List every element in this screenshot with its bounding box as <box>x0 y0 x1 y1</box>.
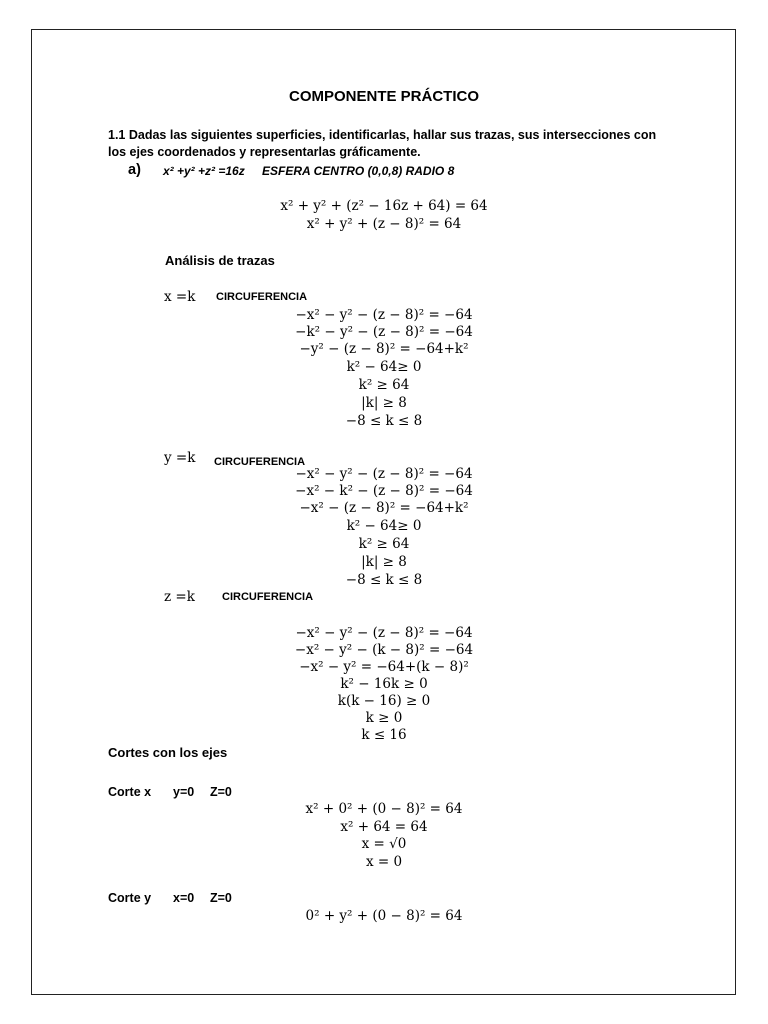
trace-y-equation: −8 ≤ k ≤ 8 <box>345 572 423 588</box>
trace-z-type: CIRCUFERENCIA <box>222 591 314 603</box>
cut-y-condition-x: x=0 <box>173 891 195 905</box>
trace-z-equation: −x² − y² − (k − 8)² = −64 <box>294 642 474 658</box>
trace-y-equation: k² − 64≥ 0 <box>346 518 422 534</box>
trace-x-equation: −x² − y² − (z − 8)² = −64 <box>295 307 473 323</box>
cut-y-label: Corte y <box>108 891 152 905</box>
cuts-heading: Cortes con los ejes <box>108 745 228 760</box>
trace-y-equation: −x² − (z − 8)² = −64+k² <box>299 500 469 516</box>
intro-line-1: 1.1 Dadas las siguientes superficies, identificarlas, hallar sus trazas, sus intersecciones con <box>108 128 657 142</box>
trace-z-equation: k² − 16k ≥ 0 <box>340 676 428 692</box>
intro-line-2: los ejes coordenados y representarlas gráficamente. <box>108 145 421 159</box>
trace-x-equation: |k| ≥ 8 <box>361 395 407 411</box>
trace-z-label: z =k <box>164 589 195 605</box>
cut-y-equation: 0² + y² + (0 − 8)² = 64 <box>305 908 463 924</box>
trace-y-type: CIRCUFERENCIA <box>214 456 306 468</box>
traces-heading: Análisis de trazas <box>165 253 275 268</box>
trace-x-label: x =k <box>164 289 196 305</box>
cut-x-equation: x = 0 <box>365 854 403 870</box>
trace-y-equation: k² ≥ 64 <box>358 536 410 552</box>
cut-x-condition-y: y=0 <box>173 785 195 799</box>
trace-z-equation: k ≤ 16 <box>361 727 407 743</box>
main-equation: x² + y² + (z − 8)² = 64 <box>306 216 462 232</box>
trace-z-equation: −x² − y² − (z − 8)² = −64 <box>295 625 473 641</box>
trace-x-type: CIRCUFERENCIA <box>216 291 308 303</box>
trace-y-label: y =k <box>164 450 196 466</box>
item-a-description: ESFERA CENTRO (0,0,8) RADIO 8 <box>262 164 455 178</box>
item-a-label: a) <box>128 162 141 178</box>
main-equation: x² + y² + (z² − 16z + 64) = 64 <box>280 198 488 214</box>
trace-y-equation: |k| ≥ 8 <box>361 554 407 570</box>
trace-z-equation: k(k − 16) ≥ 0 <box>337 693 431 709</box>
trace-z-equation: k ≥ 0 <box>365 710 403 726</box>
page-title: COMPONENTE PRÁCTICO <box>288 88 479 105</box>
cut-x-condition-z: Z=0 <box>210 785 232 799</box>
trace-x-equation: −k² − y² − (z − 8)² = −64 <box>295 324 473 340</box>
trace-x-equation: −8 ≤ k ≤ 8 <box>345 413 423 429</box>
cut-x-equation: x = √0 <box>361 836 407 852</box>
trace-z-equation: −x² − y² = −64+(k − 8)² <box>299 659 469 675</box>
trace-x-equation: −y² − (z − 8)² = −64+k² <box>299 341 469 357</box>
cut-x-label: Corte x <box>108 785 152 799</box>
trace-x-equation: k² ≥ 64 <box>358 377 410 393</box>
trace-y-equation: −x² − y² − (z − 8)² = −64 <box>295 466 473 482</box>
trace-y-equation: −x² − k² − (z − 8)² = −64 <box>295 483 473 499</box>
trace-x-equation: k² − 64≥ 0 <box>346 359 422 375</box>
cut-x-equation: x² + 64 = 64 <box>340 819 428 835</box>
cut-x-equation: x² + 0² + (0 − 8)² = 64 <box>305 801 463 817</box>
cut-y-condition-z: Z=0 <box>210 891 232 905</box>
item-a-equation: x² +y² +z² =16z <box>163 164 245 178</box>
